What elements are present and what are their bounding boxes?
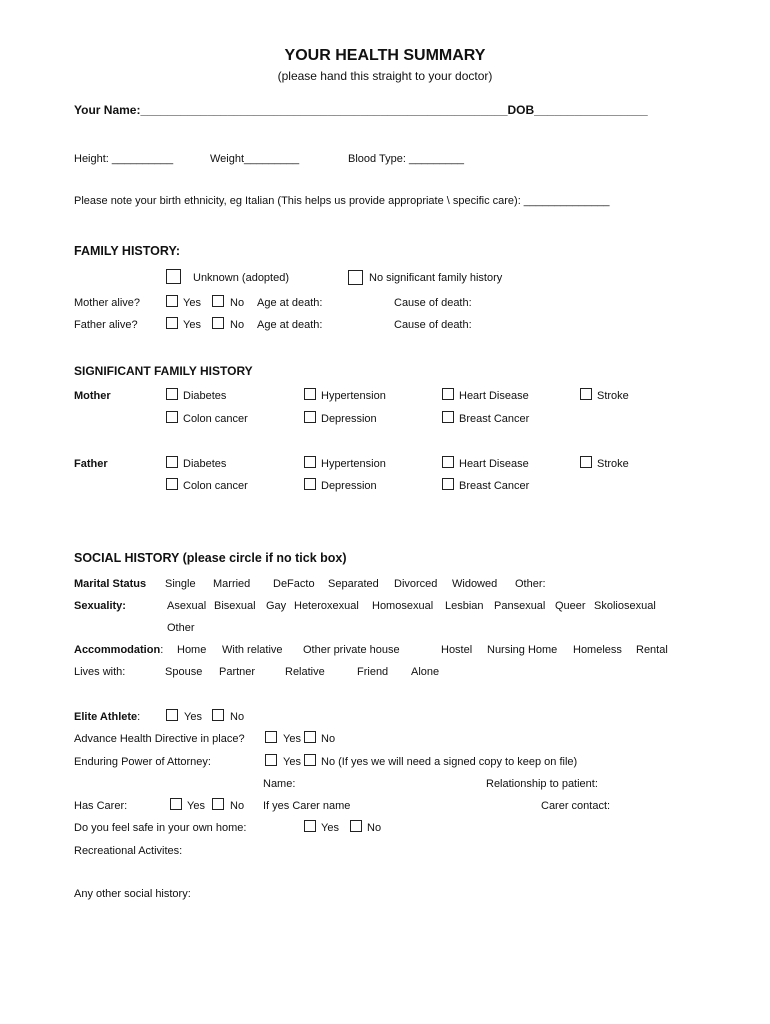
father-cause-of-death[interactable]: Cause of death: [394, 319, 472, 331]
mother-diabetes-checkbox[interactable] [166, 388, 178, 400]
marital-option-single[interactable]: Single [165, 578, 196, 590]
recreational-activities-field[interactable]: Recreational Activites: [74, 845, 183, 857]
marital-option-other[interactable]: Other: [515, 578, 546, 590]
father-alive-label: Father alive? [74, 319, 138, 331]
enduring-poa-yes-checkbox[interactable] [265, 754, 277, 766]
significant-family-history-heading: SIGNIFICANT FAMILY HISTORY [74, 364, 253, 378]
father-hypertension-checkbox[interactable] [304, 456, 316, 468]
elite-athlete-colon: : [137, 711, 141, 723]
feel-safe-yes-label: Yes [321, 822, 339, 834]
mother-alive-label: Mother alive? [74, 297, 141, 309]
mother-stroke-label: Stroke [597, 390, 629, 402]
no-significant-history-checkbox[interactable] [348, 270, 363, 285]
father-depression-label: Depression [321, 480, 377, 492]
accommodation-option-home[interactable]: Home [177, 644, 207, 656]
marital-option-separated[interactable]: Separated [328, 578, 379, 590]
father-diabetes-checkbox[interactable] [166, 456, 178, 468]
mother-label: Mother [74, 390, 111, 402]
father-breast-cancer-label: Breast Cancer [459, 480, 530, 492]
sexuality-option-homosexual[interactable]: Homosexual [372, 600, 434, 612]
mother-stroke-checkbox[interactable] [580, 388, 592, 400]
father-hypertension-label: Hypertension [321, 458, 386, 470]
accommodation-option-homeless[interactable]: Homeless [573, 644, 622, 656]
other-social-history-field[interactable]: Any other social history: [74, 888, 191, 900]
lives-with-option-alone[interactable]: Alone [411, 666, 440, 678]
father-label: Father [74, 458, 108, 470]
lives-with-option-relative[interactable]: Relative [285, 666, 325, 678]
mother-alive-yes-label: Yes [183, 297, 201, 309]
father-heart-disease-label: Heart Disease [459, 458, 529, 470]
sexuality-option-asexual[interactable]: Asexual [167, 600, 207, 612]
unknown-adopted-label: Unknown (adopted) [193, 272, 290, 284]
sexuality-option-gay[interactable]: Gay [266, 600, 287, 612]
accommodation-option-rental[interactable]: Rental [636, 644, 668, 656]
height-field[interactable]: Height: __________ [74, 153, 174, 165]
has-carer-yes-label: Yes [187, 800, 205, 812]
mother-cause-of-death[interactable]: Cause of death: [394, 297, 472, 309]
mother-breast-cancer-checkbox[interactable] [442, 411, 454, 423]
has-carer-no-label: No [230, 800, 245, 812]
sexuality-option-bisexual[interactable]: Bisexual [214, 600, 256, 612]
father-alive-no-checkbox[interactable] [212, 317, 224, 329]
sexuality-option-lesbian[interactable]: Lesbian [445, 600, 484, 612]
sexuality-option-heterosexual[interactable]: Heteroxexual [294, 600, 359, 612]
mother-alive-no-checkbox[interactable] [212, 295, 224, 307]
elite-athlete-yes-label: Yes [184, 711, 202, 723]
social-history-heading: SOCIAL HISTORY (please circle if no tick box) [74, 551, 347, 565]
accommodation-option-nursing-home[interactable]: Nursing Home [487, 644, 558, 656]
accommodation-option-other-private-house[interactable]: Other private house [303, 644, 400, 656]
marital-status-label: Marital Status [74, 578, 147, 590]
accommodation-label-text: Accommodation [74, 644, 161, 656]
lives-with-option-spouse[interactable]: Spouse [165, 666, 203, 678]
enduring-poa-yes-label: Yes [283, 756, 301, 768]
page-title: YOUR HEALTH SUMMARY [284, 47, 486, 64]
marital-option-widowed[interactable]: Widowed [452, 578, 498, 590]
carer-contact-field[interactable]: Carer contact: [541, 800, 611, 812]
family-history-heading: FAMILY HISTORY: [74, 244, 181, 258]
advance-directive-yes-checkbox[interactable] [265, 731, 277, 743]
mother-alive-no-label: No [230, 297, 245, 309]
carer-name-field[interactable]: If yes Carer name [263, 800, 351, 812]
ethnicity-field[interactable]: Please note your birth ethnicity, eg Italian (This helps us provide appropriate \ specific care): ______________ [74, 195, 610, 207]
has-carer-no-checkbox[interactable] [212, 798, 224, 810]
advance-directive-no-checkbox[interactable] [304, 731, 316, 743]
father-alive-yes-label: Yes [183, 319, 201, 331]
lives-with-option-partner[interactable]: Partner [219, 666, 256, 678]
father-breast-cancer-checkbox[interactable] [442, 478, 454, 490]
marital-option-defacto[interactable]: DeFacto [273, 578, 315, 590]
enduring-poa-label: Enduring Power of Attorney: [74, 756, 211, 768]
elite-athlete-no-label: No [230, 711, 245, 723]
elite-athlete-no-checkbox[interactable] [212, 709, 224, 721]
mother-heart-disease-checkbox[interactable] [442, 388, 454, 400]
mother-breast-cancer-label: Breast Cancer [459, 413, 530, 425]
elite-athlete-label [74, 710, 140, 724]
feel-safe-yes-checkbox[interactable] [304, 820, 316, 832]
sexuality-option-other[interactable]: Other [167, 622, 195, 634]
accommodation-colon: : [160, 644, 164, 656]
poa-name-field[interactable]: Name: [263, 778, 296, 790]
sexuality-option-pansexual[interactable]: Pansexual [494, 600, 546, 612]
marital-option-married[interactable]: Married [213, 578, 251, 590]
elite-athlete-yes-checkbox[interactable] [166, 709, 178, 721]
father-diabetes-label: Diabetes [183, 458, 227, 470]
enduring-poa-no-label: No (If yes we will need a signed copy to keep on file) [321, 756, 578, 768]
lives-with-option-friend[interactable]: Friend [357, 666, 389, 678]
mother-depression-label: Depression [321, 413, 377, 425]
enduring-poa-no-checkbox[interactable] [304, 754, 316, 766]
father-alive-yes-checkbox[interactable] [166, 317, 178, 329]
mother-colon-cancer-checkbox[interactable] [166, 411, 178, 423]
mother-hypertension-checkbox[interactable] [304, 388, 316, 400]
father-stroke-checkbox[interactable] [580, 456, 592, 468]
sexuality-option-queer[interactable]: Queer [555, 600, 586, 612]
feel-safe-label: Do you feel safe in your own home: [74, 822, 247, 834]
unknown-adopted-checkbox[interactable] [166, 269, 181, 284]
advance-directive-yes-label: Yes [283, 733, 301, 745]
page-subtitle: (please hand this straight to your doctor) [277, 69, 493, 83]
advance-directive-label: Advance Health Directive in place? [74, 733, 245, 745]
has-carer-yes-checkbox[interactable] [170, 798, 182, 810]
father-heart-disease-checkbox[interactable] [442, 456, 454, 468]
mother-heart-disease-label: Heart Disease [459, 390, 529, 402]
poa-relationship-field[interactable]: Relationship to patient: [486, 778, 598, 790]
father-depression-checkbox[interactable] [304, 478, 316, 490]
name-dob-field[interactable]: Your Name:_______________________________________________________DOB_________________ [74, 103, 648, 117]
mother-age-at-death[interactable]: Age at death: [257, 297, 323, 309]
accommodation-option-hostel[interactable]: Hostel [441, 644, 473, 656]
mother-alive-yes-checkbox[interactable] [166, 295, 178, 307]
no-significant-history-label: No significant family history [369, 272, 503, 284]
father-stroke-label: Stroke [597, 458, 629, 470]
feel-safe-no-label: No [367, 822, 382, 834]
marital-option-divorced[interactable]: Divorced [394, 578, 438, 590]
mother-depression-checkbox[interactable] [304, 411, 316, 423]
mother-hypertension-label: Hypertension [321, 390, 386, 402]
father-alive-no-label: No [230, 319, 245, 331]
advance-directive-no-label: No [321, 733, 336, 745]
father-colon-cancer-label: Colon cancer [183, 480, 248, 492]
feel-safe-no-checkbox[interactable] [350, 820, 362, 832]
elite-athlete-label-text: Elite Athlete [74, 711, 138, 723]
sexuality-option-skoliosexual[interactable]: Skoliosexual [594, 600, 656, 612]
lives-with-label: Lives with: [74, 666, 126, 678]
father-colon-cancer-checkbox[interactable] [166, 478, 178, 490]
blood-type-field[interactable]: Blood Type: _________ [348, 153, 465, 165]
weight-field[interactable]: Weight_________ [210, 153, 300, 165]
mother-diabetes-label: Diabetes [183, 390, 227, 402]
mother-colon-cancer-label: Colon cancer [183, 413, 248, 425]
has-carer-label: Has Carer: [74, 800, 128, 812]
accommodation-label [74, 643, 163, 657]
accommodation-option-with-relative[interactable]: With relative [222, 644, 283, 656]
sexuality-label: Sexuality: [74, 600, 126, 612]
father-age-at-death[interactable]: Age at death: [257, 319, 323, 331]
